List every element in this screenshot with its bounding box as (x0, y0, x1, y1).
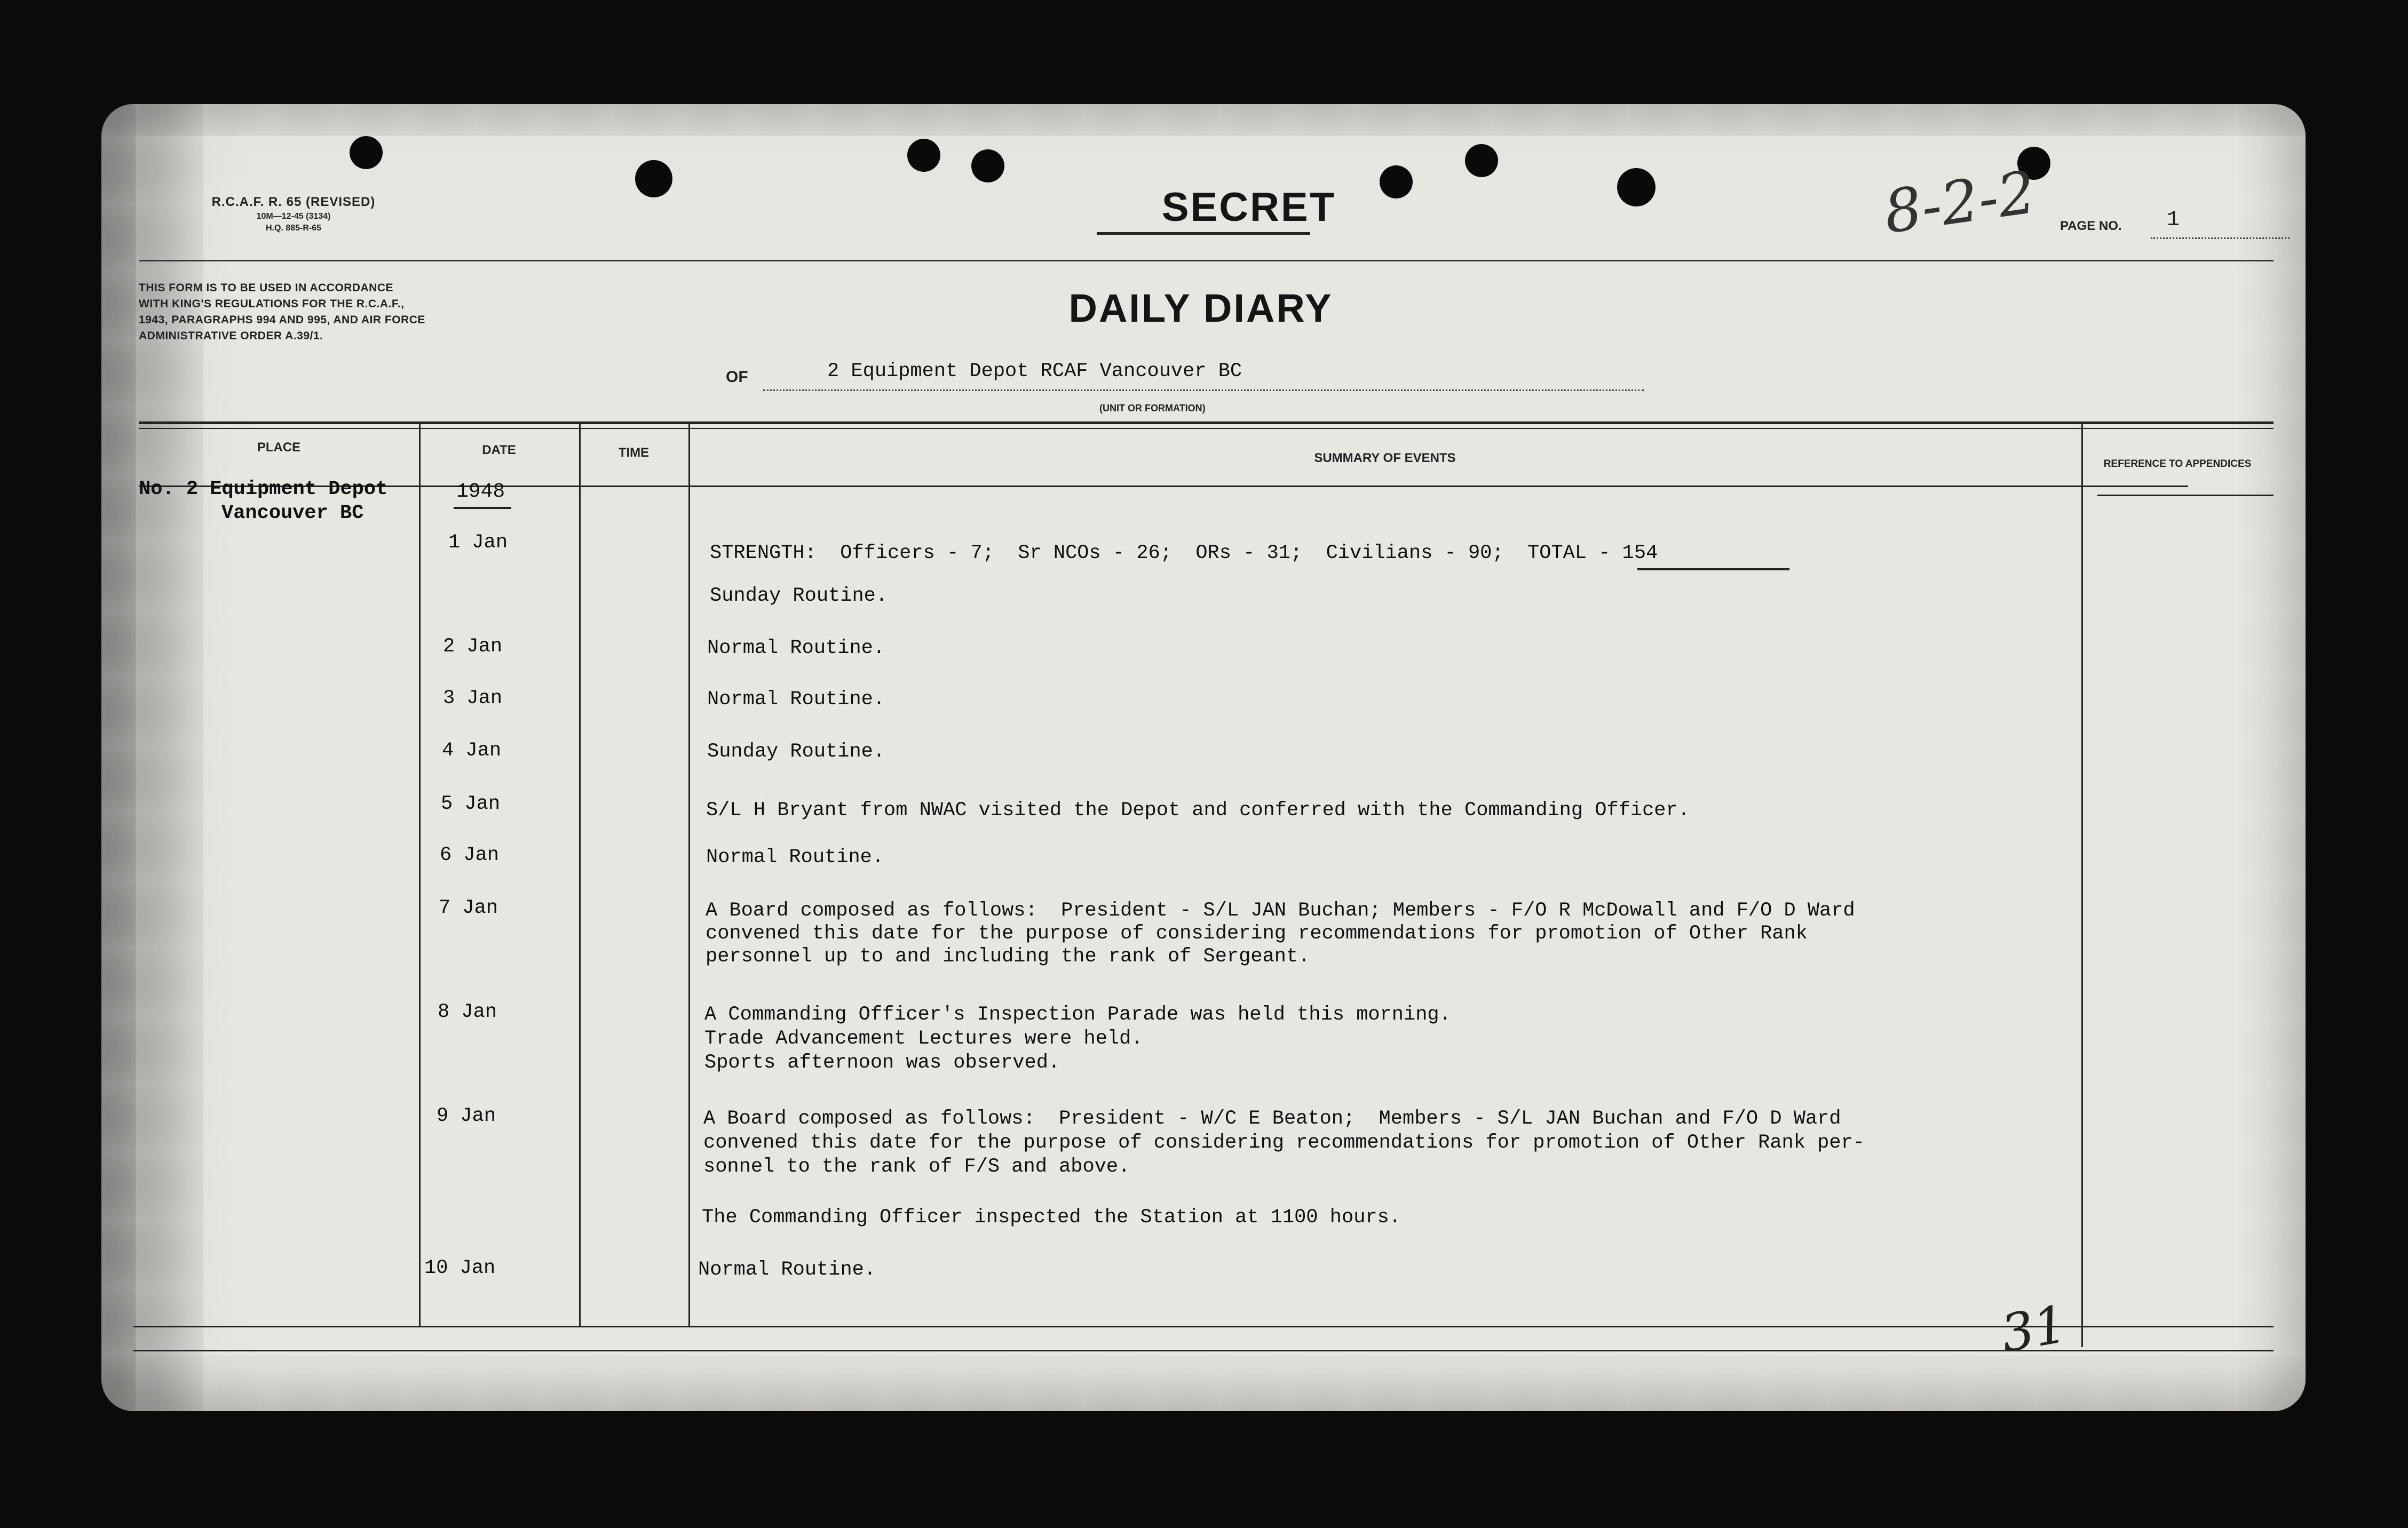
punch-hole (1617, 168, 1656, 206)
punch-hole (635, 160, 672, 197)
column-divider-date (579, 424, 581, 1326)
entry-date: 6 Jan (440, 844, 500, 866)
entry-date: 3 Jan (443, 687, 503, 710)
entry-text: Normal Routine. (698, 1259, 876, 1281)
punch-hole (1465, 144, 1498, 177)
column-divider-time (688, 424, 690, 1326)
table-bottom-rule-2 (133, 1350, 2274, 1351)
column-header-reference: REFERENCE TO APPENDICES (2103, 458, 2252, 469)
column-divider-summary (2081, 424, 2083, 1347)
entry-text: personnel up to and including the rank of Sergeant. (706, 945, 1310, 968)
column-header-place: PLACE (257, 440, 301, 455)
entry-text: A Board composed as follows: President - W/C E Beaton; Members - S/L JAN Buchan and F/O D Ward (703, 1108, 1841, 1130)
year: 1948 (456, 480, 505, 503)
regulations-note (139, 280, 544, 344)
place-line: No. 2 Equipment Depot (139, 478, 388, 500)
regulations-line: WITH KING'S REGULATIONS FOR THE R.C.A.F., (139, 298, 405, 310)
place-line: Vancouver BC (221, 502, 364, 524)
form-hq-code: H.Q. 885-R-65 (265, 224, 322, 233)
entry-date: 2 Jan (443, 635, 503, 658)
page-number: 1 (2167, 208, 2180, 232)
entry-text: A Board composed as follows: President - S/L JAN Buchan; Members - F/O R McDowall and F/O D Ward (706, 900, 1855, 922)
column-header-time: TIME (618, 445, 649, 460)
entry-text: Normal Routine. (707, 688, 885, 711)
punch-hole (350, 136, 383, 169)
unit-caption: (UNIT OR FORMATION) (1099, 403, 1206, 413)
page-title: DAILY DIARY (1068, 286, 1333, 330)
total-underline (1637, 568, 1789, 570)
entry-text: Normal Routine. (706, 846, 884, 869)
table-bottom-rule (133, 1326, 2274, 1327)
regulations-line: ADMINISTRATIVE ORDER A.39/1. (139, 330, 323, 342)
entry-text: Sunday Routine. (710, 585, 888, 607)
unit-name: 2 Equipment Depot RCAF Vancouver BC (827, 360, 1242, 383)
column-header-summary: SUMMARY OF EVENTS (1314, 451, 1456, 465)
table-top-rule-thin (139, 428, 2274, 429)
entry-text: S/L H Bryant from NWAC visited the Depot and conferred with the Commanding Officer. (706, 799, 1690, 822)
column-header-rule (139, 486, 2188, 487)
regulations-line: THIS FORM IS TO BE USED IN ACCORDANCE (139, 282, 394, 294)
page-number-label: PAGE NO. (2060, 219, 2122, 233)
form-print-code: 10M—12-45 (3134) (256, 212, 331, 221)
entry-date: 4 Jan (442, 739, 502, 762)
column-divider-place (419, 424, 421, 1326)
entry-text: A Commanding Officer's Inspection Parade was held this morning. (704, 1004, 1451, 1026)
form-identifier (155, 195, 432, 233)
entry-text: Normal Routine. (707, 637, 885, 659)
diary-form-card (101, 104, 2306, 1411)
entry-date: 5 Jan (441, 793, 501, 815)
unit-line (763, 389, 1644, 391)
entry-text: convened this date for the purpose of considering recommendations for promotion of Other Rank (706, 922, 1808, 945)
entry-text: The Commanding Officer inspected the Station at 1100 hours. (702, 1206, 1401, 1229)
classification-underline (1097, 232, 1310, 235)
reference-header-rule (2097, 495, 2274, 496)
table-top-rule (139, 421, 2274, 424)
entry-text: sonnel to the rank of F/S and above. (703, 1156, 1130, 1178)
year-underline (454, 507, 511, 509)
page-number-line (2151, 237, 2290, 239)
entry-date: 9 Jan (437, 1105, 496, 1127)
entry-text: Sunday Routine. (707, 741, 885, 763)
column-header-date: DATE (482, 443, 516, 457)
entry-date: 8 Jan (438, 1001, 497, 1023)
entry-text: STRENGTH: Officers - 7; Sr NCOs - 26; ORs - 31; Civilians - 90; TOTAL - 154 (710, 542, 1658, 564)
unit-of-label: OF (726, 368, 748, 386)
classification-heading: SECRET (1161, 185, 1336, 230)
handwritten-file-reference: 8-2-2 (1880, 157, 2040, 247)
entry-date: 1 Jan (448, 531, 508, 554)
signature-mark: 31 (1997, 1294, 2071, 1364)
entry-date: 7 Jan (439, 897, 498, 919)
form-number: R.C.A.F. R. 65 (REVISED) (211, 195, 376, 209)
entry-text: Trade Advancement Lectures were held. (704, 1028, 1143, 1050)
punch-hole (971, 149, 1004, 182)
regulations-line: 1943, PARAGRAPHS 994 AND 995, AND AIR FORCE (139, 314, 425, 326)
header-rule (139, 260, 2274, 261)
entry-text: Sports afternoon was observed. (704, 1052, 1060, 1074)
entry-date: 10 Jan (424, 1257, 496, 1279)
entry-text: convened this date for the purpose of considering recommendations for promotion of Other Rank per- (703, 1132, 1865, 1154)
punch-hole (907, 139, 940, 172)
